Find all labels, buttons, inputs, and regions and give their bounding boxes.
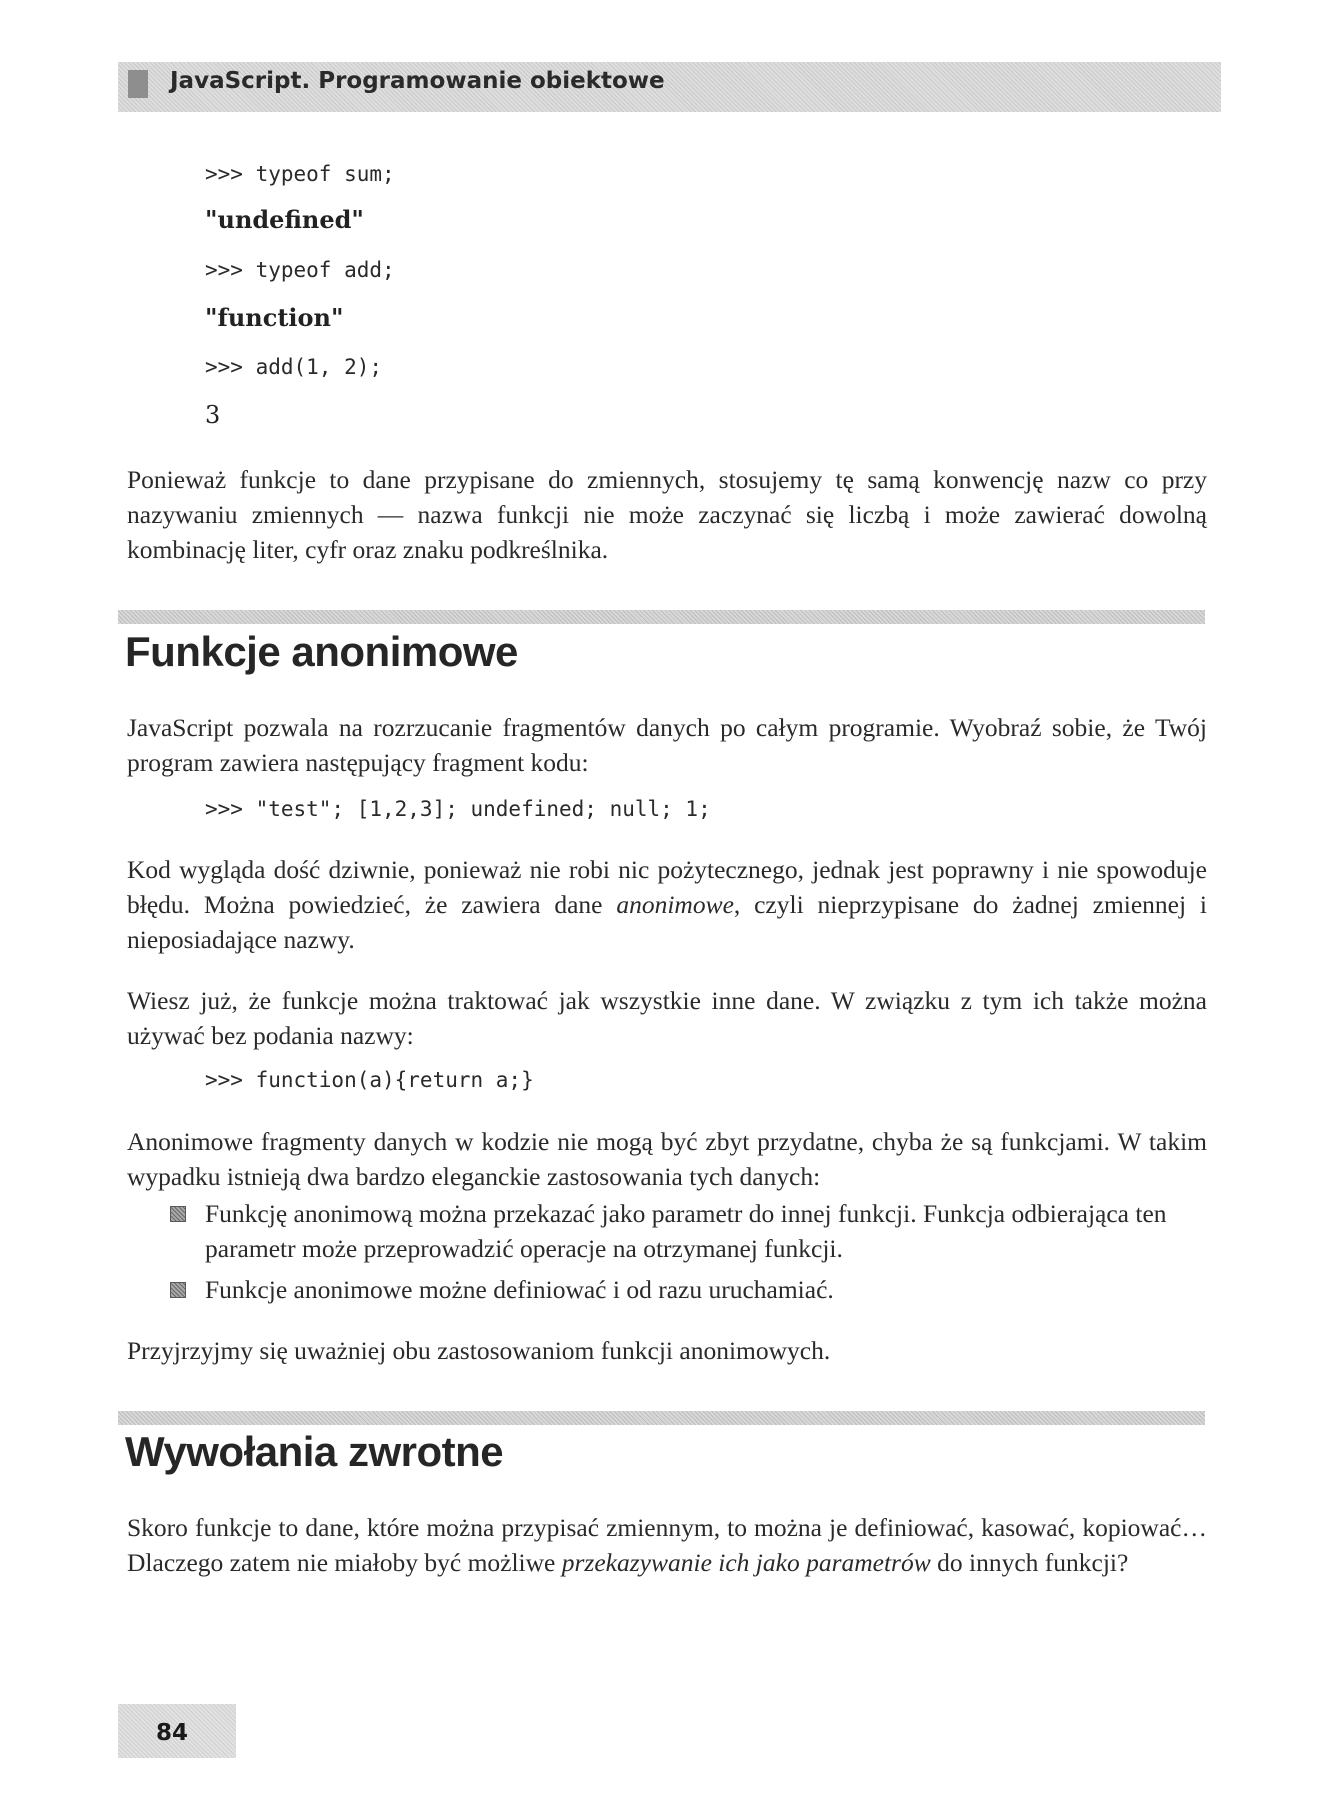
code-line: >>> "test"; [1,2,3]; undefined; null; 1; xyxy=(205,797,711,821)
running-header xyxy=(118,62,1221,112)
text-run: do innych funkcji? xyxy=(930,1548,1129,1577)
running-header-title: JavaScript. Programowanie obiektowe xyxy=(170,68,665,94)
section-separator xyxy=(118,1411,1205,1425)
emphasis-text: przekazywanie ich jako parametrów xyxy=(561,1548,931,1577)
code-output: "function" xyxy=(205,303,344,332)
text-run: , czyli nieprzypisane do żadnej zmiennej i nieposiadające nazwy. xyxy=(127,890,1207,954)
code-line: >>> function(a){return a;} xyxy=(205,1068,534,1092)
body-paragraph: JavaScript pozwala na rozrzucanie fragmentów danych po całym programie. Wyobraź sobie, że Twój program zawiera następujący fragment kodu: xyxy=(127,713,1207,777)
body-paragraph: Ponieważ funkcje to dane przypisane do zmiennych, stosujemy tę samą konwencję nazw co przy nazywaniu zmiennych — nazwa funkcji nie może zaczynać się liczbą i może zawierać dowolną kombinację liter, cyfr oraz znaku podkreślnika. xyxy=(127,465,1207,564)
body-paragraph xyxy=(127,852,1207,957)
section-heading: Funkcje anonimowe xyxy=(125,628,518,675)
text-run: Skoro funkcje to dane, które można przypisać zmiennym, to można je definiować, kasować, kopiować… Dlaczego zatem nie miałoby być możliwe xyxy=(127,1513,1207,1577)
code-output: "undefined" xyxy=(205,205,364,234)
header-marker-block xyxy=(128,70,148,98)
bullet-square-icon xyxy=(170,1206,186,1222)
code-output: 3 xyxy=(205,401,221,429)
code-line: >>> typeof add; xyxy=(205,258,395,282)
body-paragraph: Wiesz już, że funkcje można traktować jak wszystkie inne dane. W związku z tym ich także można używać bez podania nazwy: xyxy=(127,986,1207,1050)
code-line: >>> add(1, 2); xyxy=(205,355,383,379)
code-line: >>> typeof sum; xyxy=(205,162,395,186)
list-item-text: Funkcję anonimową można przekazać jako parametr do innej funkcji. Funkcja odbierająca ten parametr może przeprowadzić operacje na otrzymanej funkcji. xyxy=(205,1199,1167,1263)
emphasis-text: anonimowe xyxy=(616,890,734,919)
section-separator xyxy=(118,610,1205,624)
bullet-square-icon xyxy=(170,1282,186,1298)
body-paragraph: Anonimowe fragmenty danych w kodzie nie mogą być zbyt przydatne, chyba że są funkcjami. W takim wypadku istnieją dwa bardzo eleganckie zastosowania tych danych: xyxy=(127,1127,1207,1191)
list-item-text: Funkcje anonimowe możne definiować i od razu uruchamiać. xyxy=(205,1275,834,1304)
body-paragraph: Przyjrzyjmy się uważniej obu zastosowaniom funkcji anonimowych. xyxy=(127,1336,831,1365)
body-paragraph xyxy=(127,1510,1207,1580)
section-heading: Wywołania zwrotne xyxy=(125,1428,504,1475)
page-number-tab xyxy=(118,1704,236,1758)
text-run: Kod wygląda dość dziwnie, ponieważ nie robi nic pożytecznego, jednak jest poprawny i nie spowoduje błędu. Można powiedzieć, że zawiera dane xyxy=(127,855,1207,919)
page-number: 84 xyxy=(156,1720,189,1746)
